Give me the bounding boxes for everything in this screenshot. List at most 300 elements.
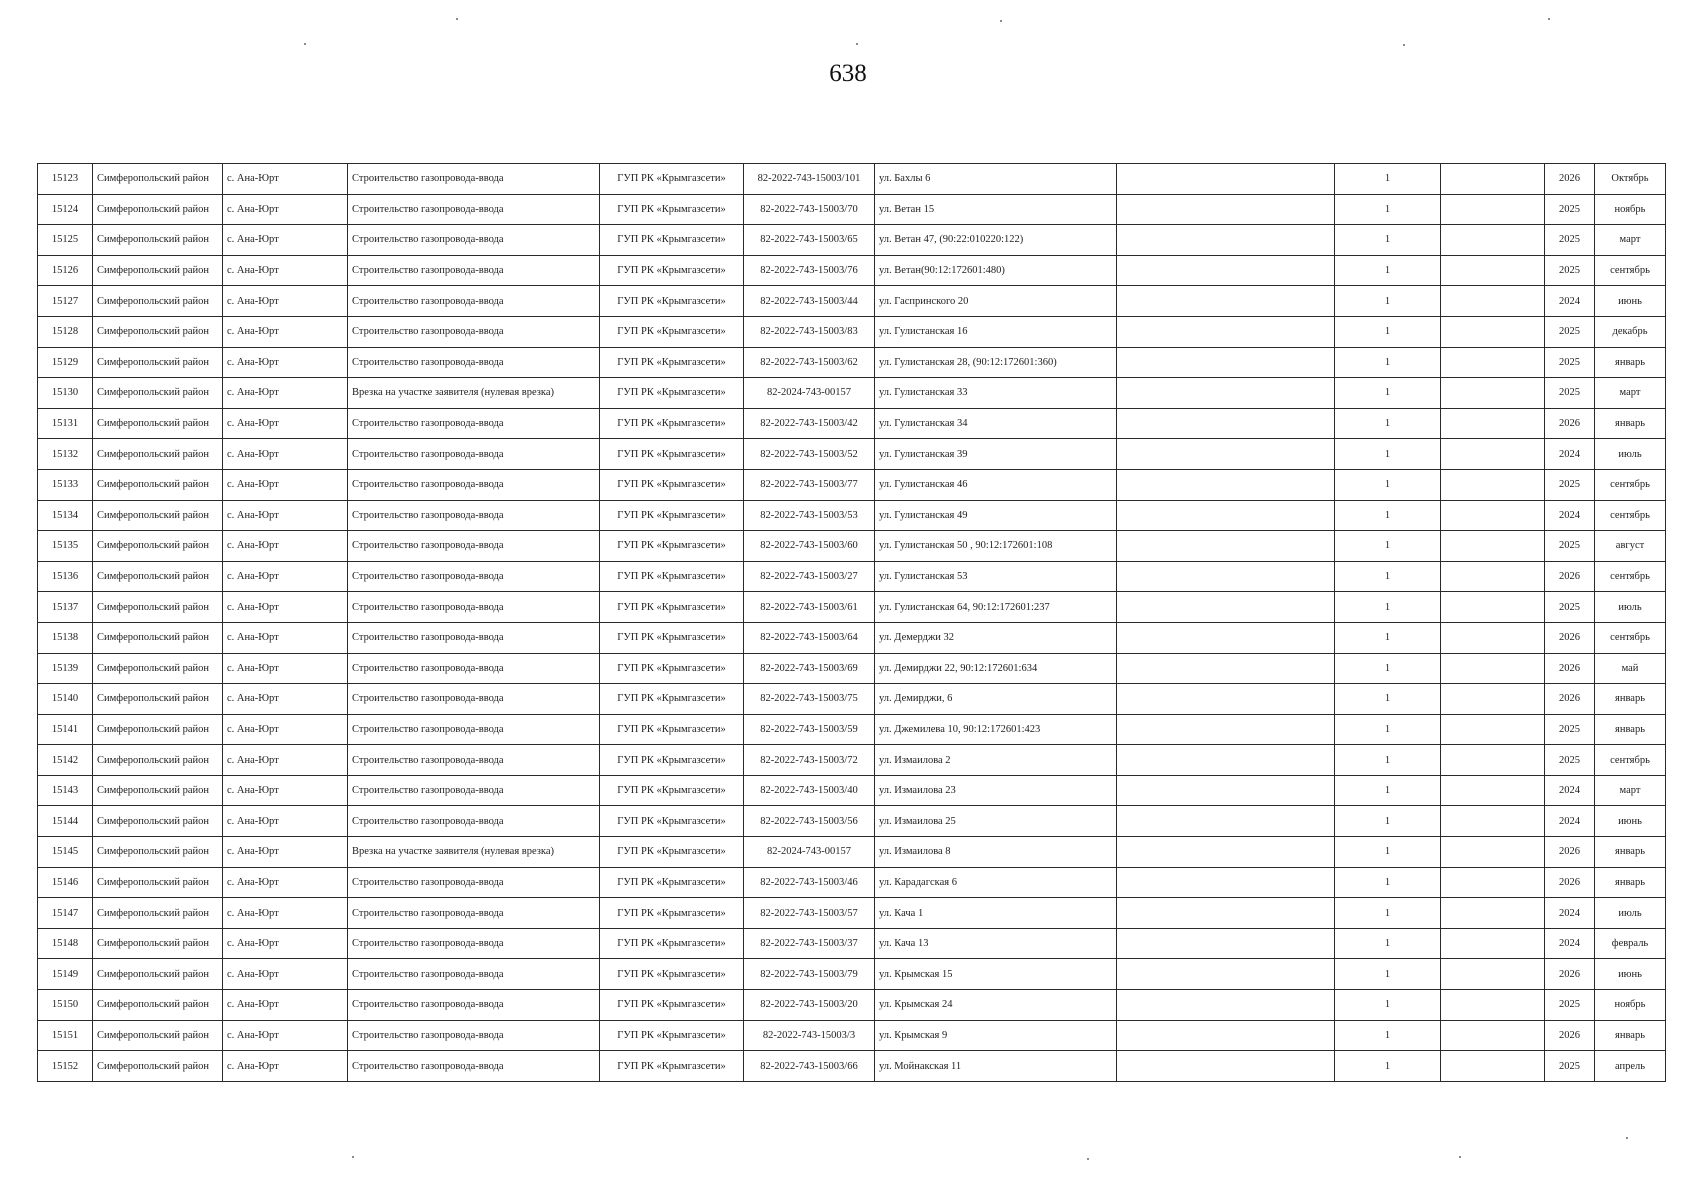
organization-cell: ГУП РК «Крымгазсети» <box>600 378 744 409</box>
quantity-cell: 1 <box>1335 225 1441 256</box>
month-cell: сентябрь <box>1595 745 1666 776</box>
district-cell: Симферопольский район <box>93 500 223 531</box>
year-cell: 2026 <box>1545 959 1595 990</box>
address-cell: ул. Измаилова 23 <box>875 775 1117 806</box>
district-cell: Симферопольский район <box>93 684 223 715</box>
table-row <box>38 500 1666 531</box>
address-cell: ул. Мойнакская 11 <box>875 1051 1117 1082</box>
organization-cell: ГУП РК «Крымгазсети» <box>600 837 744 868</box>
row-number: 15150 <box>38 990 93 1021</box>
month-cell: сентябрь <box>1595 469 1666 500</box>
scan-speck <box>1000 20 1002 22</box>
quantity-cell: 1 <box>1335 592 1441 623</box>
village-cell: с. Ана-Юрт <box>223 684 348 715</box>
registration-number-cell: 82-2022-743-15003/64 <box>744 622 875 653</box>
table-row <box>38 714 1666 745</box>
quantity-cell: 1 <box>1335 898 1441 929</box>
address-cell: ул. Бахлы 6 <box>875 164 1117 195</box>
address-cell: ул. Гаспринского 20 <box>875 286 1117 317</box>
year-cell: 2024 <box>1545 500 1595 531</box>
quantity-cell: 1 <box>1335 928 1441 959</box>
empty-cell <box>1441 622 1545 653</box>
registration-number-cell: 82-2022-743-15003/3 <box>744 1020 875 1051</box>
registration-number-cell: 82-2022-743-15003/46 <box>744 867 875 898</box>
organization-cell: ГУП РК «Крымгазсети» <box>600 684 744 715</box>
registration-number-cell: 82-2022-743-15003/62 <box>744 347 875 378</box>
work-type-cell: Строительство газопровода-ввода <box>348 959 600 990</box>
table-row <box>38 775 1666 806</box>
empty-cell <box>1117 439 1335 470</box>
village-cell: с. Ана-Юрт <box>223 837 348 868</box>
empty-cell <box>1441 592 1545 623</box>
empty-cell <box>1117 837 1335 868</box>
quantity-cell: 1 <box>1335 745 1441 776</box>
empty-cell <box>1117 959 1335 990</box>
table-row <box>38 684 1666 715</box>
address-cell: ул. Гулистанская 39 <box>875 439 1117 470</box>
work-type-cell: Строительство газопровода-ввода <box>348 684 600 715</box>
row-number: 15149 <box>38 959 93 990</box>
row-number: 15143 <box>38 775 93 806</box>
organization-cell: ГУП РК «Крымгазсети» <box>600 959 744 990</box>
month-cell: сентябрь <box>1595 500 1666 531</box>
organization-cell: ГУП РК «Крымгазсети» <box>600 1051 744 1082</box>
district-cell: Симферопольский район <box>93 867 223 898</box>
year-cell: 2025 <box>1545 378 1595 409</box>
district-cell: Симферопольский район <box>93 255 223 286</box>
month-cell: июль <box>1595 592 1666 623</box>
district-cell: Симферопольский район <box>93 714 223 745</box>
empty-cell <box>1117 500 1335 531</box>
organization-cell: ГУП РК «Крымгазсети» <box>600 561 744 592</box>
empty-cell <box>1441 1020 1545 1051</box>
month-cell: март <box>1595 378 1666 409</box>
empty-cell <box>1441 286 1545 317</box>
empty-cell <box>1117 286 1335 317</box>
scan-speck <box>856 43 858 45</box>
table-row <box>38 745 1666 776</box>
work-type-cell: Строительство газопровода-ввода <box>348 347 600 378</box>
year-cell: 2025 <box>1545 194 1595 225</box>
year-cell: 2026 <box>1545 1020 1595 1051</box>
address-cell: ул. Кача 13 <box>875 928 1117 959</box>
village-cell: с. Ана-Юрт <box>223 622 348 653</box>
registration-number-cell: 82-2022-743-15003/77 <box>744 469 875 500</box>
address-cell: ул. Ветан 15 <box>875 194 1117 225</box>
organization-cell: ГУП РК «Крымгазсети» <box>600 225 744 256</box>
organization-cell: ГУП РК «Крымгазсети» <box>600 745 744 776</box>
village-cell: с. Ана-Юрт <box>223 990 348 1021</box>
address-cell: ул. Гулистанская 16 <box>875 316 1117 347</box>
work-type-cell: Врезка на участке заявителя (нулевая врезка) <box>348 837 600 868</box>
table-row <box>38 1020 1666 1051</box>
registration-number-cell: 82-2022-743-15003/56 <box>744 806 875 837</box>
empty-cell <box>1117 561 1335 592</box>
organization-cell: ГУП РК «Крымгазсети» <box>600 286 744 317</box>
quantity-cell: 1 <box>1335 255 1441 286</box>
village-cell: с. Ана-Юрт <box>223 194 348 225</box>
empty-cell <box>1117 867 1335 898</box>
organization-cell: ГУП РК «Крымгазсети» <box>600 531 744 562</box>
year-cell: 2026 <box>1545 408 1595 439</box>
month-cell: сентябрь <box>1595 255 1666 286</box>
address-cell: ул. Джемилева 10, 90:12:172601:423 <box>875 714 1117 745</box>
row-number: 15124 <box>38 194 93 225</box>
month-cell: январь <box>1595 684 1666 715</box>
district-cell: Симферопольский район <box>93 439 223 470</box>
registration-number-cell: 82-2024-743-00157 <box>744 837 875 868</box>
work-type-cell: Строительство газопровода-ввода <box>348 1020 600 1051</box>
quantity-cell: 1 <box>1335 806 1441 837</box>
row-number: 15123 <box>38 164 93 195</box>
district-cell: Симферопольский район <box>93 1020 223 1051</box>
empty-cell <box>1117 255 1335 286</box>
empty-cell <box>1441 408 1545 439</box>
village-cell: с. Ана-Юрт <box>223 255 348 286</box>
village-cell: с. Ана-Юрт <box>223 439 348 470</box>
district-cell: Симферопольский район <box>93 837 223 868</box>
empty-cell <box>1441 164 1545 195</box>
month-cell: январь <box>1595 837 1666 868</box>
work-type-cell: Строительство газопровода-ввода <box>348 439 600 470</box>
month-cell: январь <box>1595 347 1666 378</box>
registration-number-cell: 82-2022-743-15003/79 <box>744 959 875 990</box>
district-cell: Симферопольский район <box>93 928 223 959</box>
month-cell: январь <box>1595 867 1666 898</box>
empty-cell <box>1117 531 1335 562</box>
address-cell: ул. Демирджи, 6 <box>875 684 1117 715</box>
empty-cell <box>1441 898 1545 929</box>
scan-speck <box>304 43 306 45</box>
empty-cell <box>1441 990 1545 1021</box>
work-type-cell: Врезка на участке заявителя (нулевая врезка) <box>348 378 600 409</box>
quantity-cell: 1 <box>1335 408 1441 439</box>
empty-cell <box>1117 1051 1335 1082</box>
village-cell: с. Ана-Юрт <box>223 1051 348 1082</box>
table-row <box>38 837 1666 868</box>
work-type-cell: Строительство газопровода-ввода <box>348 225 600 256</box>
year-cell: 2026 <box>1545 684 1595 715</box>
month-cell: январь <box>1595 714 1666 745</box>
village-cell: с. Ана-Юрт <box>223 561 348 592</box>
village-cell: с. Ана-Юрт <box>223 745 348 776</box>
registration-number-cell: 82-2022-743-15003/57 <box>744 898 875 929</box>
village-cell: с. Ана-Юрт <box>223 378 348 409</box>
address-cell: ул. Демирджи 22, 90:12:172601:634 <box>875 653 1117 684</box>
empty-cell <box>1117 1020 1335 1051</box>
year-cell: 2026 <box>1545 653 1595 684</box>
table-row <box>38 255 1666 286</box>
year-cell: 2026 <box>1545 837 1595 868</box>
month-cell: июнь <box>1595 806 1666 837</box>
district-cell: Симферопольский район <box>93 653 223 684</box>
table-row <box>38 959 1666 990</box>
row-number: 15145 <box>38 837 93 868</box>
village-cell: с. Ана-Юрт <box>223 531 348 562</box>
quantity-cell: 1 <box>1335 622 1441 653</box>
registration-number-cell: 82-2022-743-15003/59 <box>744 714 875 745</box>
year-cell: 2025 <box>1545 990 1595 1021</box>
row-number: 15130 <box>38 378 93 409</box>
scan-speck <box>1459 1156 1461 1158</box>
organization-cell: ГУП РК «Крымгазсети» <box>600 592 744 623</box>
year-cell: 2025 <box>1545 469 1595 500</box>
address-cell: ул. Кача 1 <box>875 898 1117 929</box>
empty-cell <box>1117 928 1335 959</box>
district-cell: Симферопольский район <box>93 286 223 317</box>
quantity-cell: 1 <box>1335 531 1441 562</box>
month-cell: ноябрь <box>1595 194 1666 225</box>
work-type-cell: Строительство газопровода-ввода <box>348 928 600 959</box>
month-cell: январь <box>1595 408 1666 439</box>
quantity-cell: 1 <box>1335 378 1441 409</box>
work-type-cell: Строительство газопровода-ввода <box>348 469 600 500</box>
row-number: 15133 <box>38 469 93 500</box>
work-type-cell: Строительство газопровода-ввода <box>348 561 600 592</box>
district-cell: Симферопольский район <box>93 469 223 500</box>
year-cell: 2024 <box>1545 928 1595 959</box>
empty-cell <box>1117 194 1335 225</box>
district-cell: Симферопольский район <box>93 316 223 347</box>
work-type-cell: Строительство газопровода-ввода <box>348 775 600 806</box>
year-cell: 2026 <box>1545 622 1595 653</box>
quantity-cell: 1 <box>1335 1051 1441 1082</box>
table-row <box>38 469 1666 500</box>
table-row <box>38 1051 1666 1082</box>
village-cell: с. Ана-Юрт <box>223 653 348 684</box>
empty-cell <box>1117 990 1335 1021</box>
empty-cell <box>1441 316 1545 347</box>
work-type-cell: Строительство газопровода-ввода <box>348 286 600 317</box>
row-number: 15128 <box>38 316 93 347</box>
organization-cell: ГУП РК «Крымгазсети» <box>600 775 744 806</box>
empty-cell <box>1117 684 1335 715</box>
work-type-cell: Строительство газопровода-ввода <box>348 745 600 776</box>
empty-cell <box>1441 469 1545 500</box>
row-number: 15132 <box>38 439 93 470</box>
quantity-cell: 1 <box>1335 653 1441 684</box>
empty-cell <box>1441 500 1545 531</box>
village-cell: с. Ана-Юрт <box>223 806 348 837</box>
district-cell: Симферопольский район <box>93 225 223 256</box>
work-type-cell: Строительство газопровода-ввода <box>348 622 600 653</box>
row-number: 15146 <box>38 867 93 898</box>
work-type-cell: Строительство газопровода-ввода <box>348 653 600 684</box>
table-row <box>38 653 1666 684</box>
table-row <box>38 408 1666 439</box>
address-cell: ул. Гулистанская 33 <box>875 378 1117 409</box>
district-cell: Симферопольский район <box>93 561 223 592</box>
registration-number-cell: 82-2022-743-15003/27 <box>744 561 875 592</box>
year-cell: 2026 <box>1545 561 1595 592</box>
empty-cell <box>1117 806 1335 837</box>
row-number: 15144 <box>38 806 93 837</box>
registration-number-cell: 82-2022-743-15003/70 <box>744 194 875 225</box>
organization-cell: ГУП РК «Крымгазсети» <box>600 653 744 684</box>
empty-cell <box>1441 225 1545 256</box>
village-cell: с. Ана-Юрт <box>223 316 348 347</box>
address-cell: ул. Измаилова 25 <box>875 806 1117 837</box>
table-body <box>38 164 1666 1082</box>
row-number: 15140 <box>38 684 93 715</box>
table-row <box>38 439 1666 470</box>
work-type-cell: Строительство газопровода-ввода <box>348 255 600 286</box>
table-row <box>38 928 1666 959</box>
year-cell: 2025 <box>1545 255 1595 286</box>
empty-cell <box>1441 775 1545 806</box>
address-cell: ул. Гулистанская 49 <box>875 500 1117 531</box>
work-type-cell: Строительство газопровода-ввода <box>348 1051 600 1082</box>
scan-speck <box>352 1156 354 1158</box>
quantity-cell: 1 <box>1335 714 1441 745</box>
district-cell: Симферопольский район <box>93 347 223 378</box>
registration-number-cell: 82-2022-743-15003/101 <box>744 164 875 195</box>
row-number: 15125 <box>38 225 93 256</box>
quantity-cell: 1 <box>1335 286 1441 317</box>
village-cell: с. Ана-Юрт <box>223 928 348 959</box>
row-number: 15134 <box>38 500 93 531</box>
district-cell: Симферопольский район <box>93 164 223 195</box>
district-cell: Симферопольский район <box>93 806 223 837</box>
work-type-cell: Строительство газопровода-ввода <box>348 806 600 837</box>
quantity-cell: 1 <box>1335 439 1441 470</box>
table-row <box>38 316 1666 347</box>
empty-cell <box>1441 928 1545 959</box>
village-cell: с. Ана-Юрт <box>223 347 348 378</box>
empty-cell <box>1441 561 1545 592</box>
table-row <box>38 990 1666 1021</box>
empty-cell <box>1117 898 1335 929</box>
month-cell: март <box>1595 775 1666 806</box>
quantity-cell: 1 <box>1335 867 1441 898</box>
organization-cell: ГУП РК «Крымгазсети» <box>600 439 744 470</box>
empty-cell <box>1441 531 1545 562</box>
year-cell: 2025 <box>1545 316 1595 347</box>
organization-cell: ГУП РК «Крымгазсети» <box>600 347 744 378</box>
scan-speck <box>1087 1158 1089 1160</box>
organization-cell: ГУП РК «Крымгазсети» <box>600 928 744 959</box>
table-row <box>38 286 1666 317</box>
table-row <box>38 622 1666 653</box>
empty-cell <box>1117 347 1335 378</box>
work-type-cell: Строительство газопровода-ввода <box>348 867 600 898</box>
address-cell: ул. Ветан 47, (90:22:010220:122) <box>875 225 1117 256</box>
empty-cell <box>1117 378 1335 409</box>
village-cell: с. Ана-Юрт <box>223 500 348 531</box>
district-cell: Симферопольский район <box>93 1051 223 1082</box>
organization-cell: ГУП РК «Крымгазсети» <box>600 408 744 439</box>
district-cell: Симферопольский район <box>93 194 223 225</box>
registration-number-cell: 82-2022-743-15003/66 <box>744 1051 875 1082</box>
table-row <box>38 592 1666 623</box>
organization-cell: ГУП РК «Крымгазсети» <box>600 316 744 347</box>
work-type-cell: Строительство газопровода-ввода <box>348 164 600 195</box>
quantity-cell: 1 <box>1335 316 1441 347</box>
row-number: 15137 <box>38 592 93 623</box>
year-cell: 2024 <box>1545 806 1595 837</box>
year-cell: 2024 <box>1545 898 1595 929</box>
empty-cell <box>1117 316 1335 347</box>
village-cell: с. Ана-Юрт <box>223 714 348 745</box>
work-type-cell: Строительство газопровода-ввода <box>348 316 600 347</box>
quantity-cell: 1 <box>1335 194 1441 225</box>
empty-cell <box>1117 775 1335 806</box>
registration-number-cell: 82-2022-743-15003/72 <box>744 745 875 776</box>
row-number: 15135 <box>38 531 93 562</box>
empty-cell <box>1441 378 1545 409</box>
month-cell: июнь <box>1595 286 1666 317</box>
quantity-cell: 1 <box>1335 164 1441 195</box>
empty-cell <box>1441 959 1545 990</box>
address-cell: ул. Измаилова 2 <box>875 745 1117 776</box>
empty-cell <box>1117 225 1335 256</box>
village-cell: с. Ана-Юрт <box>223 959 348 990</box>
district-cell: Симферопольский район <box>93 990 223 1021</box>
year-cell: 2025 <box>1545 531 1595 562</box>
organization-cell: ГУП РК «Крымгазсети» <box>600 622 744 653</box>
organization-cell: ГУП РК «Крымгазсети» <box>600 898 744 929</box>
year-cell: 2025 <box>1545 1051 1595 1082</box>
table-row <box>38 378 1666 409</box>
month-cell: Октябрь <box>1595 164 1666 195</box>
empty-cell <box>1441 194 1545 225</box>
address-cell: ул. Гулистанская 34 <box>875 408 1117 439</box>
registration-number-cell: 82-2022-743-15003/53 <box>744 500 875 531</box>
address-cell: ул. Гулистанская 53 <box>875 561 1117 592</box>
table-row <box>38 164 1666 195</box>
organization-cell: ГУП РК «Крымгазсети» <box>600 164 744 195</box>
district-cell: Симферопольский район <box>93 531 223 562</box>
address-cell: ул. Измаилова 8 <box>875 837 1117 868</box>
table-row <box>38 194 1666 225</box>
organization-cell: ГУП РК «Крымгазсети» <box>600 500 744 531</box>
year-cell: 2026 <box>1545 164 1595 195</box>
table-row <box>38 225 1666 256</box>
empty-cell <box>1117 408 1335 439</box>
organization-cell: ГУП РК «Крымгазсети» <box>600 806 744 837</box>
registration-number-cell: 82-2022-743-15003/76 <box>744 255 875 286</box>
address-cell: ул. Гулистанская 64, 90:12:172601:237 <box>875 592 1117 623</box>
organization-cell: ГУП РК «Крымгазсети» <box>600 194 744 225</box>
registration-number-cell: 82-2022-743-15003/52 <box>744 439 875 470</box>
address-cell: ул. Крымская 24 <box>875 990 1117 1021</box>
empty-cell <box>1117 592 1335 623</box>
month-cell: сентябрь <box>1595 622 1666 653</box>
row-number: 15139 <box>38 653 93 684</box>
quantity-cell: 1 <box>1335 990 1441 1021</box>
row-number: 15151 <box>38 1020 93 1051</box>
empty-cell <box>1117 622 1335 653</box>
gasification-schedule-table <box>37 163 1666 1082</box>
empty-cell <box>1117 714 1335 745</box>
work-type-cell: Строительство газопровода-ввода <box>348 408 600 439</box>
registration-number-cell: 82-2022-743-15003/61 <box>744 592 875 623</box>
quantity-cell: 1 <box>1335 684 1441 715</box>
organization-cell: ГУП РК «Крымгазсети» <box>600 990 744 1021</box>
row-number: 15142 <box>38 745 93 776</box>
quantity-cell: 1 <box>1335 837 1441 868</box>
address-cell: ул. Карадагская 6 <box>875 867 1117 898</box>
empty-cell <box>1441 745 1545 776</box>
district-cell: Симферопольский район <box>93 959 223 990</box>
registration-number-cell: 82-2024-743-00157 <box>744 378 875 409</box>
row-number: 15126 <box>38 255 93 286</box>
row-number: 15138 <box>38 622 93 653</box>
village-cell: с. Ана-Юрт <box>223 225 348 256</box>
empty-cell <box>1117 469 1335 500</box>
scan-speck <box>1403 44 1405 46</box>
organization-cell: ГУП РК «Крымгазсети» <box>600 469 744 500</box>
